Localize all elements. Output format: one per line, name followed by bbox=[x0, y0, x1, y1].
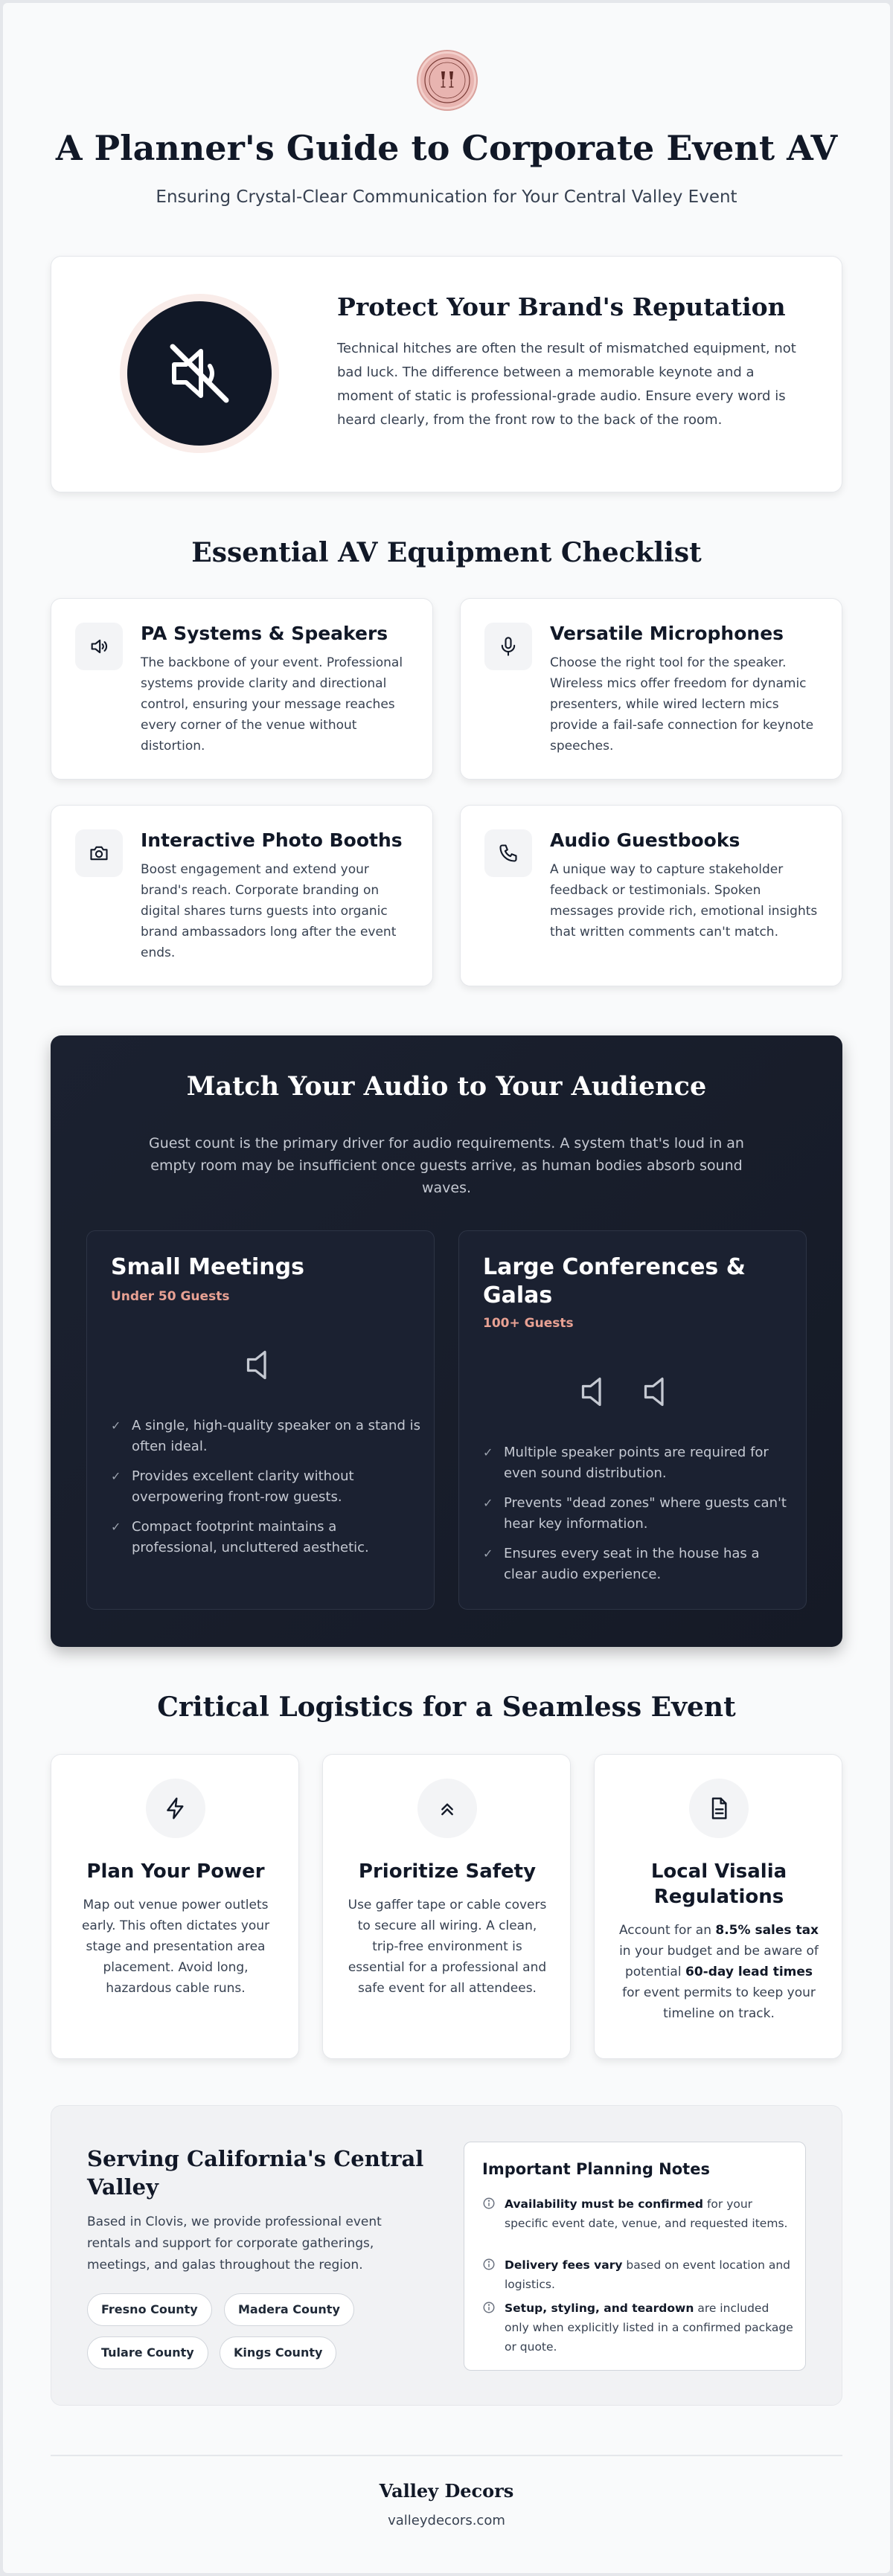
check-icon: ✓ bbox=[483, 1445, 493, 1459]
logistics-title: Prioritize Safety bbox=[358, 1860, 537, 1883]
footer-divider bbox=[51, 2455, 842, 2456]
page bbox=[3, 3, 890, 2573]
check-icon: ✓ bbox=[483, 1496, 493, 1510]
equipment-card-photo-booths bbox=[51, 805, 433, 986]
audience-point: ✓ Compact footprint maintains a professional, uncluttered aesthetic. bbox=[111, 1517, 423, 1558]
info-icon bbox=[482, 2197, 496, 2210]
lightning-icon bbox=[164, 1796, 188, 1820]
hero-icon-circle bbox=[127, 301, 272, 446]
camera-icon bbox=[89, 843, 109, 864]
service-area-section bbox=[51, 2105, 842, 2406]
footer-website-link[interactable]: valleydecors.com bbox=[388, 2513, 505, 2528]
county-tag: Tulare County bbox=[87, 2336, 208, 2369]
logistics-text: Use gaffer tape or cable covers to secure all wiring. A clean, trip-free environment is essential for a professional and safe event for all attendees. bbox=[348, 1898, 547, 1996]
audience-card-subtitle: Under 50 Guests bbox=[111, 1289, 230, 1304]
info-icon bbox=[482, 2258, 496, 2271]
audience-point: ✓ A single, high-quality speaker on a stand is often ideal. bbox=[111, 1416, 423, 1457]
logistics-section-title: Critical Logistics for a Seamless Event bbox=[157, 1692, 736, 1723]
equipment-icon-box bbox=[484, 623, 532, 670]
equipment-title: Interactive Photo Booths bbox=[141, 829, 403, 851]
hero-text: Technical hitches are often the result of mismatched equipment, not bad luck. The difference between a memorable keynote and a moment of static is professional-grade audio. Ensure every word is heard clearly, from the front row to the back of the room. bbox=[337, 341, 796, 428]
hero-card bbox=[51, 256, 842, 492]
equipment-icon-box bbox=[75, 623, 123, 670]
service-title: Serving California's Central Valley bbox=[87, 2146, 424, 2200]
document-icon bbox=[707, 1796, 731, 1820]
equipment-card-guestbooks bbox=[460, 805, 842, 986]
logistics-icon-circle bbox=[417, 1779, 477, 1838]
logistics-card-regulations bbox=[594, 1754, 842, 2059]
planning-notes-box: Important Planning Notes Availability must be confirmed for your specific event date, venue, and requested items. Delivery fees vary based on event location and logistics. Setup, styling, and teardown are included only when explicitly listed in a confirmed package or quote. bbox=[464, 2142, 806, 2371]
speaker-icon bbox=[574, 1369, 618, 1414]
audience-card-small bbox=[86, 1230, 435, 1610]
equipment-card-pa bbox=[51, 598, 433, 780]
equipment-title: PA Systems & Speakers bbox=[141, 623, 388, 644]
audience-card-subtitle: 100+ Guests bbox=[483, 1316, 574, 1331]
equipment-text: A unique way to capture stakeholder feedback or testimonials. Spoken messages provide rich, emotional insights that written comments can't match. bbox=[550, 862, 818, 939]
audience-point: ✓ Provides excellent clarity without overpowering front-row guests. bbox=[111, 1466, 423, 1508]
audience-points bbox=[111, 1416, 423, 1567]
chevrons-up-icon bbox=[435, 1796, 459, 1820]
info-icon bbox=[482, 2301, 496, 2314]
county-tag: Fresno County bbox=[87, 2293, 212, 2326]
logistics-text: Account for an 8.5% sales tax in your budget and be aware of potential 60-day lead times for event permits to keep your timeline on track. bbox=[618, 1923, 819, 2021]
brand-logo bbox=[418, 51, 476, 109]
speaker-muted-icon bbox=[162, 336, 237, 411]
audience-card-title: Small Meetings bbox=[111, 1254, 304, 1280]
county-tag: Kings County bbox=[220, 2336, 336, 2369]
audience-card-title: Large Conferences & Galas bbox=[483, 1254, 746, 1308]
hero-title: Protect Your Brand's Reputation bbox=[337, 292, 786, 321]
logistics-icon-circle bbox=[146, 1779, 205, 1838]
logistics-card-power bbox=[51, 1754, 299, 2059]
champagne-glasses-icon bbox=[420, 54, 474, 107]
audience-title: Match Your Audio to Your Audience bbox=[186, 1071, 707, 1102]
audience-point: ✓ Prevents "dead zones" where guests can't hear key information. bbox=[483, 1493, 796, 1535]
check-icon: ✓ bbox=[111, 1469, 121, 1483]
logistics-title: Local Visalia Regulations bbox=[650, 1860, 787, 1908]
audience-point: ✓ Ensures every seat in the house has a clear audio experience. bbox=[483, 1544, 796, 1585]
logistics-icon-circle bbox=[689, 1779, 749, 1838]
check-icon: ✓ bbox=[111, 1419, 121, 1433]
equipment-text: The backbone of your event. Professional systems provide clarity and directional control, ensuring your message reaches every corner of the venue without distortion. bbox=[141, 655, 403, 754]
equipment-section-title: Essential AV Equipment Checklist bbox=[191, 537, 702, 568]
logistics-card-safety bbox=[322, 1754, 571, 2059]
footer-brand: Valley Decors bbox=[379, 2480, 514, 2502]
audience-intro: Guest count is the primary driver for audio requirements. A system that's loud in an empty room may be insufficient once guests arrive, as human bodies absorb sound waves. bbox=[149, 1135, 744, 1196]
equipment-text: Boost engagement and extend your brand's reach. Corporate branding on digital shares turns guests into organic brand ambassadors long after the event ends. bbox=[141, 862, 397, 960]
audience-points bbox=[483, 1442, 796, 1594]
county-tag: Madera County bbox=[224, 2293, 354, 2326]
logistics-text: Map out venue power outlets early. This often dictates your stage and presentation area placement. Avoid long, hazardous cable runs. bbox=[81, 1898, 270, 1996]
equipment-icon-box bbox=[484, 829, 532, 877]
microphone-icon bbox=[498, 636, 519, 657]
equipment-card-microphones bbox=[460, 598, 842, 780]
speaker-icon bbox=[636, 1369, 681, 1414]
planning-notes-title: Important Planning Notes bbox=[482, 2160, 710, 2178]
service-text: Based in Clovis, we provide professional event rentals and support for corporate gatherings, meetings, and galas throughout the region. bbox=[87, 2214, 382, 2273]
audience-card-large bbox=[458, 1230, 807, 1610]
logistics-title: Plan Your Power bbox=[86, 1860, 265, 1883]
speaker-icon bbox=[89, 636, 109, 657]
equipment-title: Audio Guestbooks bbox=[550, 829, 740, 851]
equipment-icon-box bbox=[75, 829, 123, 877]
audience-section bbox=[51, 1035, 842, 1647]
phone-icon bbox=[498, 843, 519, 864]
speaker-icon bbox=[239, 1343, 284, 1387]
audience-point: ✓ Multiple speaker points are required for even sound distribution. bbox=[483, 1442, 796, 1484]
check-icon: ✓ bbox=[483, 1546, 493, 1561]
equipment-text: Choose the right tool for the speaker. Wireless mics offer freedom for dynamic presenters, while wired lectern mics provide a fail-safe connection for keynote speeches. bbox=[550, 655, 814, 754]
page-title: A Planner's Guide to Corporate Event AV bbox=[55, 128, 838, 168]
equipment-title: Versatile Microphones bbox=[550, 623, 784, 644]
check-icon: ✓ bbox=[111, 1520, 121, 1534]
page-subtitle: Ensuring Crystal-Clear Communication for Your Central Valley Event bbox=[156, 187, 737, 207]
